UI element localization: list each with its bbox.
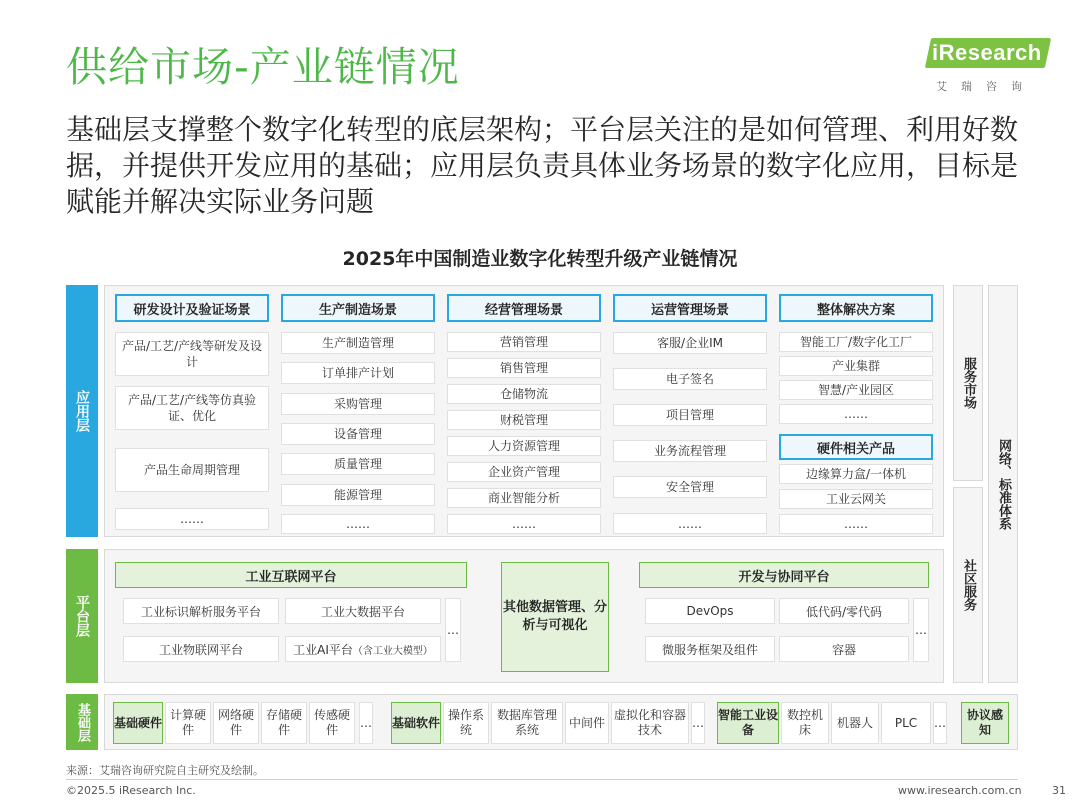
base-item: 数据库管理系统 bbox=[491, 702, 563, 744]
base-key-software: 基础软件 bbox=[391, 702, 441, 744]
app-item: 销售管理 bbox=[447, 358, 601, 378]
app-item: 业务流程管理 bbox=[613, 440, 767, 462]
app-item: …… bbox=[779, 404, 933, 424]
base-item: 虚拟化和容器技术 bbox=[611, 702, 689, 744]
app-item: 客服/企业IM bbox=[613, 332, 767, 354]
platform-item-ai bbox=[285, 636, 441, 662]
app-item: 仓储物流 bbox=[447, 384, 601, 404]
base-item: 中间件 bbox=[565, 702, 609, 744]
platform-ellipsis: … bbox=[445, 598, 461, 662]
source-note: 来源：艾瑞咨询研究院自主研究及绘制。 bbox=[66, 764, 264, 777]
app-item: …… bbox=[613, 513, 767, 534]
base-item: 计算硬件 bbox=[165, 702, 211, 744]
side-box-network-standards bbox=[988, 285, 1018, 683]
layer-tab-application bbox=[66, 285, 98, 537]
platform-item: 工业物联网平台 bbox=[123, 636, 279, 662]
app-item: 产业集群 bbox=[779, 356, 933, 376]
platform-group-header: 工业互联网平台 bbox=[115, 562, 467, 588]
platform-item: 低代码/零代码 bbox=[779, 598, 909, 624]
layer-tab-platform bbox=[66, 549, 98, 683]
app-item: 项目管理 bbox=[613, 404, 767, 426]
base-key-hardware: 基础硬件 bbox=[113, 702, 163, 744]
platform-layer-panel bbox=[104, 549, 944, 683]
app-item: …… bbox=[779, 514, 933, 534]
base-item: 数控机床 bbox=[781, 702, 829, 744]
app-item: 设备管理 bbox=[281, 423, 435, 445]
app-item: 财税管理 bbox=[447, 410, 601, 430]
app-item: 产品/工艺/产线等研发及设计 bbox=[115, 332, 269, 376]
base-ellipsis: … bbox=[933, 702, 947, 744]
platform-item: 工业标识解析服务平台 bbox=[123, 598, 279, 624]
app-column-header: 生产制造场景 bbox=[281, 294, 435, 322]
app-item: 人力资源管理 bbox=[447, 436, 601, 456]
base-item: PLC bbox=[881, 702, 931, 744]
platform-center-box: 其他数据管理、分析与可视化 bbox=[501, 562, 609, 672]
app-item: 电子签名 bbox=[613, 368, 767, 390]
app-item: 安全管理 bbox=[613, 476, 767, 498]
page-title: 供给市场-产业链情况 bbox=[66, 43, 460, 91]
iresearch-logo bbox=[928, 38, 1052, 98]
app-item: …… bbox=[447, 514, 601, 534]
platform-ellipsis: … bbox=[913, 598, 929, 662]
app-item: 企业资产管理 bbox=[447, 462, 601, 482]
app-item: 产品生命周期管理 bbox=[115, 448, 269, 492]
app-item: 订单排产计划 bbox=[281, 362, 435, 384]
app-column-header: 研发设计及验证场景 bbox=[115, 294, 269, 322]
app-item: 边缘算力盒/一体机 bbox=[779, 464, 933, 484]
app-column-header: 整体解决方案 bbox=[779, 294, 933, 322]
diagram-title: 2025年中国制造业数字化转型升级产业链情况 bbox=[342, 248, 738, 270]
app-item: 智能工厂/数字化工厂 bbox=[779, 332, 933, 352]
footer-copyright: ©2025.5 iResearch Inc. bbox=[66, 784, 196, 797]
layer-tab-base bbox=[66, 694, 98, 750]
base-item: 操作系统 bbox=[443, 702, 489, 744]
base-ellipsis: … bbox=[359, 702, 373, 744]
layer-label-application: 应用层 bbox=[74, 390, 90, 432]
side-label: 服务市场 bbox=[961, 357, 976, 409]
base-layer-panel bbox=[104, 694, 1018, 750]
side-box-service-market bbox=[953, 285, 983, 481]
app-column-header: 运营管理场景 bbox=[613, 294, 767, 322]
app-item: 能源管理 bbox=[281, 484, 435, 506]
app-item: 产品/工艺/产线等仿真验证、优化 bbox=[115, 386, 269, 430]
side-label: 网络、标准体系 bbox=[996, 438, 1011, 530]
side-label: 社区服务 bbox=[961, 559, 976, 611]
app-item: …… bbox=[115, 508, 269, 530]
application-layer-panel bbox=[104, 285, 944, 537]
page-subtitle: 基础层支撑整个数字化转型的底层架构；平台层关注的是如何管理、利用好数据，并提供开发应用的基础；应用层负责具体业务场景的数字化应用，目标是赋能并解决实际业务问题 bbox=[66, 113, 1019, 218]
base-item: 网络硬件 bbox=[213, 702, 259, 744]
app-item: 采购管理 bbox=[281, 393, 435, 415]
app-item: 工业云网关 bbox=[779, 489, 933, 509]
app-item: 质量管理 bbox=[281, 453, 435, 475]
app-subcolumn-header: 硬件相关产品 bbox=[779, 434, 933, 460]
base-item: 存储硬件 bbox=[261, 702, 307, 744]
footer-url: www.iresearch.com.cn bbox=[898, 784, 1022, 797]
base-item: 传感硬件 bbox=[309, 702, 355, 744]
layer-label-base: 基础层 bbox=[75, 702, 90, 742]
platform-item: 工业大数据平台 bbox=[285, 598, 441, 624]
footer-divider bbox=[66, 779, 1018, 780]
logo-subtitle: 艾瑞咨询 bbox=[936, 80, 1036, 93]
app-item: 商业智能分析 bbox=[447, 488, 601, 508]
base-key-devices: 智能工业设备 bbox=[717, 702, 779, 744]
platform-item-ai-label: 工业AI平台 bbox=[293, 642, 353, 657]
layer-label-platform: 平台层 bbox=[74, 595, 90, 637]
base-key-protocol: 协议感知 bbox=[961, 702, 1009, 744]
platform-item: DevOps bbox=[645, 598, 775, 624]
app-item: 营销管理 bbox=[447, 332, 601, 352]
app-item: 生产制造管理 bbox=[281, 332, 435, 354]
side-box-community-service bbox=[953, 487, 983, 683]
app-column-header: 经营管理场景 bbox=[447, 294, 601, 322]
platform-group-header: 开发与协同平台 bbox=[639, 562, 929, 588]
app-item: …… bbox=[281, 514, 435, 534]
page-number: 31 bbox=[1052, 784, 1066, 797]
base-ellipsis: … bbox=[691, 702, 705, 744]
platform-item: 容器 bbox=[779, 636, 909, 662]
platform-item: 微服务框架及组件 bbox=[645, 636, 775, 662]
app-item: 智慧/产业园区 bbox=[779, 380, 933, 400]
logo-brand: iResearch bbox=[932, 40, 1042, 65]
base-item: 机器人 bbox=[831, 702, 879, 744]
platform-item-ai-note: （含工业大模型） bbox=[352, 645, 433, 657]
